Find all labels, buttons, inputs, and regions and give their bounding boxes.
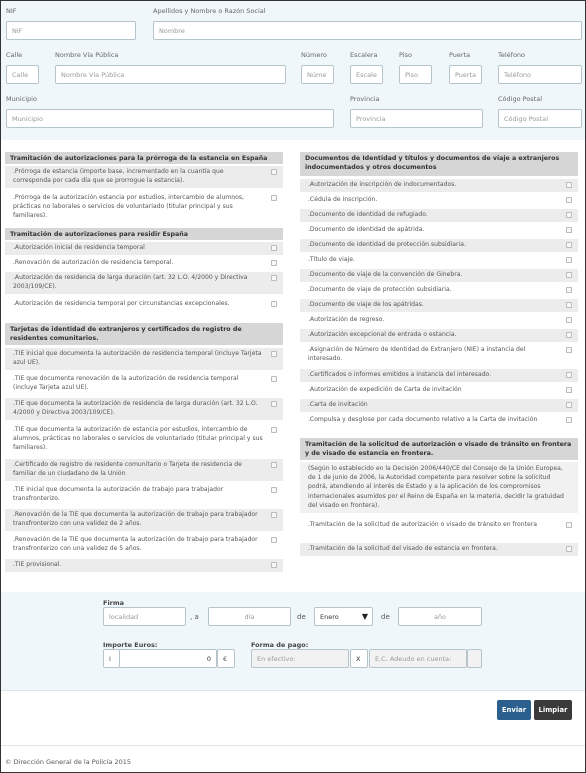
fee-checkbox[interactable]	[566, 242, 572, 248]
fee-row[interactable]: .TIE que documenta la autorización de residencia de larga duración (art. 32 L.O. 4/2000 y Directiva 2003/109/CE).	[5, 398, 283, 420]
fee-checkbox[interactable]	[566, 332, 572, 338]
fee-checkbox[interactable]	[271, 512, 277, 518]
cash-x-mark[interactable]: X	[350, 649, 368, 668]
door-label: Puerta	[449, 51, 471, 59]
number-input[interactable]: Núme	[301, 65, 334, 84]
fee-row[interactable]: .Prórroga de la autorización estancia por estudios, intercambio de alumnos, prácticas no laborales o servicios de voluntariado (titular principal y sus familiares).	[5, 192, 283, 223]
door-input[interactable]: Puerta	[449, 65, 482, 84]
nif-label: NIF	[6, 7, 17, 15]
legal-note: (Según lo establecido en la Decisión 2006/440/CE del Consejo de la Unión Europea, de 1 de junio de 2006, la Autoridad competente para resolver sobre la solicitud podrá, atendiendo al interés de Estado y a la aplicación de los compromisos internacionales asumidos por el Reino de España en la materia, decidir la gratuidad del visado en frontera).	[300, 462, 578, 513]
zip-input[interactable]: Código Postal	[498, 109, 582, 128]
importe-prefix: I	[103, 649, 120, 668]
account-debit-box[interactable]	[467, 649, 482, 668]
fee-checkbox[interactable]	[271, 169, 277, 175]
fee-row[interactable]: .Documento de viaje de la convención de Ginebra.	[300, 269, 578, 282]
fee-checkbox[interactable]	[271, 401, 277, 407]
city-input[interactable]: Municipio	[6, 109, 334, 128]
fee-checkbox[interactable]	[566, 417, 572, 423]
fee-checkbox[interactable]	[566, 522, 572, 528]
comma-a-text: , a	[190, 613, 199, 621]
account-debit-field[interactable]: E.C. Adeudo en cuenta:	[369, 649, 467, 668]
section-header: Tramitación de autorizaciones para la prórroga de la estancia en España	[5, 152, 283, 164]
send-button[interactable]: Enviar	[497, 700, 531, 720]
amount-input[interactable]: 0	[119, 649, 217, 668]
fee-checkbox[interactable]	[566, 227, 572, 233]
fee-checkbox[interactable]	[566, 387, 572, 393]
fee-checkbox[interactable]	[271, 427, 277, 433]
clear-button[interactable]: Limpiar	[534, 700, 572, 720]
fee-row[interactable]: .Autorización de regreso.	[300, 314, 578, 327]
fee-checkbox[interactable]	[566, 287, 572, 293]
fee-checkbox[interactable]	[566, 317, 572, 323]
fee-row[interactable]: .Tramitación de la solicitud de autorización o visado de tránsito en frontera	[300, 519, 578, 541]
fee-row[interactable]: .Documento de identidad de protección subsidiaria.	[300, 239, 578, 252]
fee-row[interactable]: .Asignación de Número de Identidad de Extranjero (NIE) a instancia del interesado.	[300, 344, 578, 366]
de-text: de	[381, 613, 390, 621]
fee-checkbox[interactable]	[566, 197, 572, 203]
fee-checkbox[interactable]	[566, 372, 572, 378]
province-input[interactable]: Provincia	[350, 109, 483, 128]
divider	[1, 690, 585, 691]
de-text: de	[297, 613, 306, 621]
name-input[interactable]: Nombre	[153, 21, 582, 40]
fee-checkbox[interactable]	[566, 257, 572, 263]
month-select[interactable]: Enero ▼	[314, 607, 373, 626]
fee-checkbox[interactable]	[566, 182, 572, 188]
fee-row[interactable]: .Compulsa y desglose por cada documento relativo a la Carta de invitación	[300, 414, 578, 436]
fee-row[interactable]: .Renovación de la TIE que documenta la autorización de trabajo para trabajador transfronterizo con una validez de 2 años.	[5, 509, 283, 531]
section-header: Tarjetas de identidad de extranjeros y certificados de registro de residentes comunitarios.	[5, 323, 283, 345]
street-type-input[interactable]: Calle	[6, 65, 39, 84]
section-header: Tramitación de autorizaciones para residir España	[5, 228, 283, 240]
city-label: Municipio	[6, 95, 37, 103]
fee-row[interactable]: .Carta de invitación	[300, 399, 578, 412]
payment-label: Forma de pago:	[251, 641, 309, 649]
section-header: Tramitación de la solicitud de autorización o visado de tránsito en frontera y de visado de estancia en frontera.	[300, 438, 578, 460]
zip-label: Código Postal	[498, 95, 543, 103]
fee-row[interactable]: .Autorización de expedición de Carta de invitación	[300, 384, 578, 397]
fee-row[interactable]: .Documento de identidad de refugiado.	[300, 209, 578, 222]
fee-row[interactable]: .Autorización de residencia de larga duración (art. 32 L.O. 4/2000 y Directiva 2003/109/CE).	[5, 272, 283, 294]
street-label: Nombre Vía Pública	[55, 51, 119, 59]
stair-label: Escalera	[350, 51, 378, 59]
currency-suffix: €	[217, 649, 235, 668]
fee-checkbox[interactable]	[566, 302, 572, 308]
importe-label: Importe Euros:	[103, 641, 158, 649]
fee-checkbox[interactable]	[271, 462, 277, 468]
fee-checkbox[interactable]	[271, 195, 277, 201]
fee-row[interactable]: .TIE inicial que documenta la autorización de residencia temporal (incluye Tarjeta azul UE).	[5, 348, 283, 370]
year-input[interactable]: año	[398, 607, 482, 626]
street-type-label: Calle	[6, 51, 23, 59]
fee-checkbox[interactable]	[566, 402, 572, 408]
fee-row[interactable]: .Certificados o informes emitidos a instancia del interesado.	[300, 369, 578, 382]
street-input[interactable]: Nombre Vía Pública	[55, 65, 286, 84]
fee-checkbox[interactable]	[271, 376, 277, 382]
dropdown-arrow-icon: ▼	[361, 612, 368, 621]
fee-row[interactable]: .Renovación de la TIE que documenta la autorización de trabajo para trabajador transfronterizo con una validez de 5 años.	[5, 534, 283, 556]
province-label: Provincia	[350, 95, 380, 103]
fee-row[interactable]: .Autorización inicial de residencia temporal	[5, 242, 283, 255]
fee-checkbox[interactable]	[566, 272, 572, 278]
day-input[interactable]: día	[208, 607, 291, 626]
floor-label: Piso	[399, 51, 412, 59]
fee-row[interactable]: .TIE inicial que documenta la autorización de trabajo para trabajador transfronterizo.	[5, 484, 283, 506]
place-input[interactable]: localidad	[103, 607, 186, 626]
fee-row[interactable]: .Documento de identidad de apátrida.	[300, 224, 578, 237]
fee-row[interactable]: .TIE que documenta renovación de la autorización de residencia temporal (incluye Tarjeta azul UE).	[5, 373, 283, 395]
fee-row[interactable]: .Autorización de residencia temporal por circunstancias excepcionales.	[5, 298, 283, 320]
fee-row[interactable]: .Documento de viaje de protección subsidiaria.	[300, 284, 578, 297]
fee-row[interactable]: .TIE que documenta la autorización de estancia por estudios, intercambio de alumnos, prácticas no laborales o servicios de voluntariado (titular principal y sus familiares).	[5, 424, 283, 455]
cash-field[interactable]: En efectivo:	[251, 649, 349, 668]
fee-checkbox[interactable]	[271, 301, 277, 307]
fee-checkbox[interactable]	[271, 245, 277, 251]
fee-row[interactable]: .Cédula de inscripción.	[300, 194, 578, 207]
nif-input[interactable]: NIF	[6, 21, 136, 40]
stair-input[interactable]: Escale	[350, 65, 383, 84]
fee-row[interactable]: .Prórroga de estancia (importe base, incrementado en la cuantía que corresponda por cada día que se prorrogue la estancia).	[5, 166, 283, 188]
phone-input[interactable]: Teléfono	[498, 65, 582, 84]
fee-checkbox[interactable]	[566, 347, 572, 353]
section-header: Documentos de Identidad y títulos y documentos de viaje a extranjeros indocumentados y otros documentos	[300, 152, 578, 176]
fee-row[interactable]: .Título de viaje.	[300, 254, 578, 267]
fee-row[interactable]: .Tramitación de la solicitud del visado de estancia en frontera.	[300, 543, 578, 556]
firma-label: Firma	[103, 599, 125, 607]
divider	[1, 745, 585, 746]
footer-copyright: © Dirección General de la Policía 2015	[5, 758, 131, 766]
right-fee-column	[300, 152, 578, 562]
fee-row[interactable]: .Documento de viaje de los apátridas.	[300, 299, 578, 312]
left-fee-column	[5, 152, 283, 580]
signature-payment-section	[1, 592, 585, 690]
fee-checkbox[interactable]	[566, 212, 572, 218]
fee-checkbox[interactable]	[271, 351, 277, 357]
floor-input[interactable]: Piso	[399, 65, 432, 84]
fee-row[interactable]: .Renovación de autorización de residencia temporal.	[5, 257, 283, 270]
fee-row[interactable]: .Autorización de inscripción de indocumentados.	[300, 179, 578, 192]
name-label: Apellidos y Nombre o Razón Social	[153, 7, 266, 15]
phone-label: Teléfono	[498, 51, 526, 59]
fee-checkbox[interactable]	[271, 487, 277, 493]
number-label: Número	[301, 51, 327, 59]
fee-row[interactable]: .TIE provisional.	[5, 559, 283, 572]
fee-checkbox[interactable]	[271, 537, 277, 543]
fee-row[interactable]: .Autorización excepcional de entrada o estancia.	[300, 329, 578, 342]
fee-row[interactable]: .Certificado de registro de residente comunitario o Tarjeta de residencia de familiar de un ciudadano de la Unión	[5, 459, 283, 481]
fee-checkbox[interactable]	[271, 562, 277, 568]
fee-checkbox[interactable]	[566, 546, 572, 552]
personal-data-section	[1, 1, 585, 140]
fee-checkbox[interactable]	[271, 260, 277, 266]
fee-checkbox[interactable]	[271, 275, 277, 281]
